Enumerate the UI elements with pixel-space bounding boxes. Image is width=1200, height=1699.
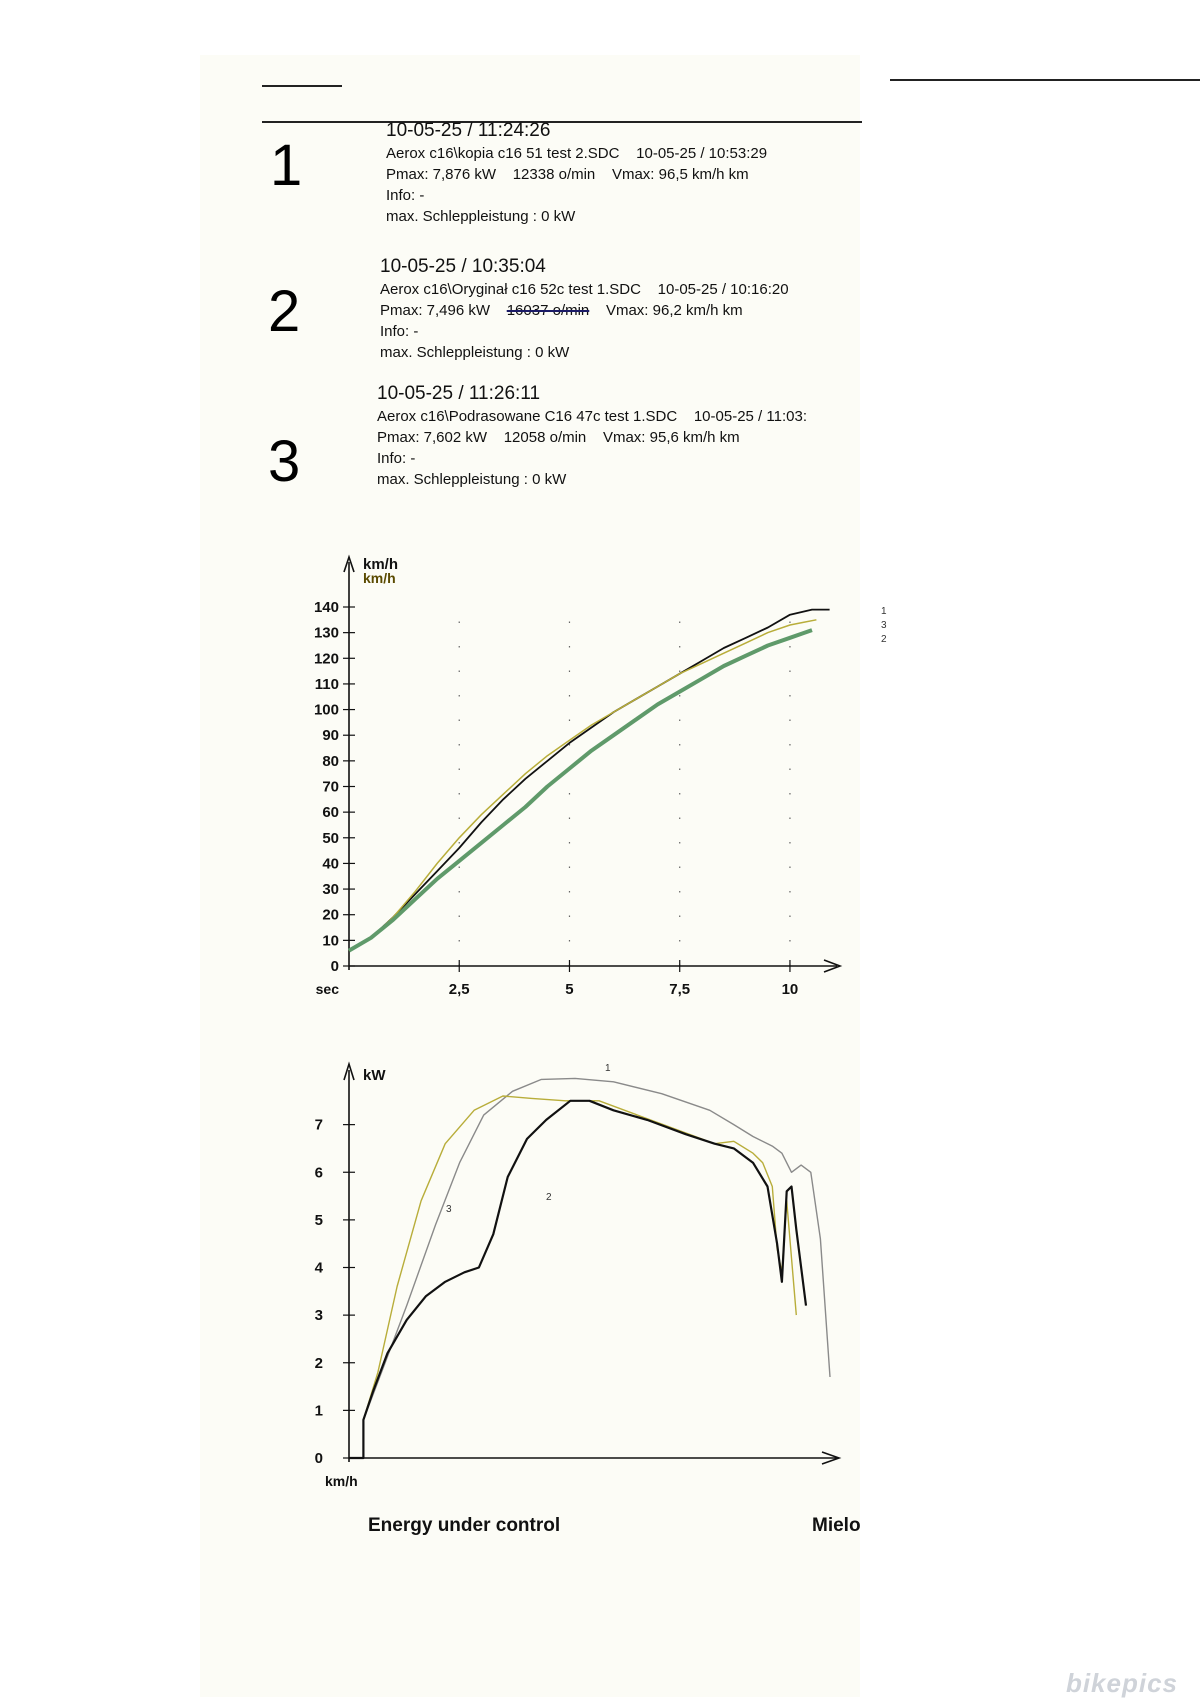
speed-y-tick-label-70: 70 <box>322 778 339 796</box>
speed-y-tick-label-10: 10 <box>322 932 339 950</box>
run-3-rpm: 12058 o/min <box>503 429 587 446</box>
run-2-rpm: 16037 o/min <box>506 302 590 319</box>
run-1-file: Aerox c16\kopia c16 51 test 2.SDC <box>386 145 620 162</box>
speed-legend-2: 2 <box>881 634 887 645</box>
run-1-info: Info: - <box>386 187 425 204</box>
run-3-pmax: Pmax: 7,602 kW <box>377 429 488 446</box>
speed-x-tick-label-1: 5 <box>565 981 574 998</box>
power-y-tick-label-0: 0 <box>314 1450 323 1467</box>
footer-brand: Mielo <box>812 1515 861 1536</box>
power-y-tick-label-3: 3 <box>314 1307 323 1325</box>
speed-x-tick-label-2: 7,5 <box>669 981 691 998</box>
speed-y-label-2: km/h <box>363 570 396 586</box>
speed-x-tick-label-0: 2,5 <box>448 981 470 998</box>
run-3-vmax: Vmax: 95,6 km/h km <box>602 429 740 446</box>
run-2-pmax: Pmax: 7,496 kW <box>380 302 491 319</box>
run-2-file: Aerox c16\Oryginał c16 52c test 1.SDC <box>380 281 641 298</box>
speed-y-tick-label-0: 0 <box>330 958 339 975</box>
run-number-3: 3 <box>268 429 301 494</box>
run-1-rpm: 12338 o/min <box>512 166 596 183</box>
run-1-file-datetime: 10-05-25 / 10:53:29 <box>636 145 768 162</box>
speed-y-tick-label-100: 100 <box>313 701 339 719</box>
run-1-vmax: Vmax: 96,5 km/h km <box>611 166 749 183</box>
power-series-2 <box>349 1101 806 1458</box>
run-3-file-datetime: 10-05-25 / 11:03: <box>693 408 807 425</box>
speed-x-label: sec <box>315 981 339 997</box>
speed-y-tick-label-50: 50 <box>322 829 339 847</box>
speed-x-tick-label-3: 10 <box>781 981 799 998</box>
power-series-3 <box>349 1096 796 1458</box>
power-x-label: km/h <box>325 1473 358 1489</box>
speed-y-tick-label-110: 110 <box>314 675 339 693</box>
run-3-file: Aerox c16\Podrasowane C16 47c test 1.SDC <box>377 408 678 425</box>
run-3-header-datetime: 10-05-25 / 11:26:11 <box>377 383 541 404</box>
bikepics-watermark: bikepics <box>1065 1668 1178 1698</box>
speed-y-tick-label-20: 20 <box>322 906 339 924</box>
speed-legend-3: 3 <box>881 620 887 631</box>
run-1-schlepp: max. Schleppleistung : 0 kW <box>386 208 576 225</box>
run-2-vmax: Vmax: 96,2 km/h km <box>605 302 743 319</box>
run-2-file-datetime: 10-05-25 / 10:16:20 <box>657 281 789 298</box>
speed-y-tick-label-30: 30 <box>322 881 339 899</box>
run-2-header-datetime: 10-05-25 / 10:35:04 <box>380 256 546 277</box>
speed-y-tick-label-40: 40 <box>322 855 339 873</box>
run-2-schlepp: max. Schleppleistung : 0 kW <box>380 344 570 361</box>
speed-y-tick-label-90: 90 <box>322 727 339 745</box>
power-annotation-2: 2 <box>546 1192 552 1203</box>
speed-y-tick-label-140: 140 <box>313 599 339 616</box>
run-3-schlepp: max. Schleppleistung : 0 kW <box>377 471 567 488</box>
power-y-tick-label-2: 2 <box>314 1354 323 1372</box>
speed-y-tick-label-130: 130 <box>313 624 339 642</box>
speed-y-tick-label-80: 80 <box>322 752 339 770</box>
run-1-pmax: Pmax: 7,876 kW <box>386 166 497 183</box>
speed-legend-1: 1 <box>881 606 887 617</box>
footer-slogan: Energy under control <box>368 1515 561 1536</box>
run-number-2: 2 <box>268 279 301 344</box>
speed-y-label: km/h <box>363 556 399 573</box>
power-y-label: kW <box>363 1067 386 1084</box>
run-1-header-datetime: 10-05-25 / 11:24:26 <box>386 120 551 141</box>
power-y-tick-label-5: 5 <box>314 1211 323 1229</box>
power-annotation-1: 1 <box>605 1063 611 1074</box>
run-number-1: 1 <box>270 133 303 198</box>
power-y-tick-label-6: 6 <box>314 1164 323 1182</box>
power-annotation-3: 3 <box>446 1204 452 1215</box>
run-2-info: Info: - <box>380 323 419 340</box>
run-3-info: Info: - <box>377 450 416 467</box>
speed-y-tick-label-60: 60 <box>322 804 339 822</box>
speed-y-tick-label-120: 120 <box>313 650 339 668</box>
power-y-tick-label-4: 4 <box>314 1259 323 1277</box>
power-y-tick-label-7: 7 <box>314 1116 323 1134</box>
power-series-1 <box>349 1078 830 1458</box>
power-y-tick-label-1: 1 <box>314 1402 323 1420</box>
